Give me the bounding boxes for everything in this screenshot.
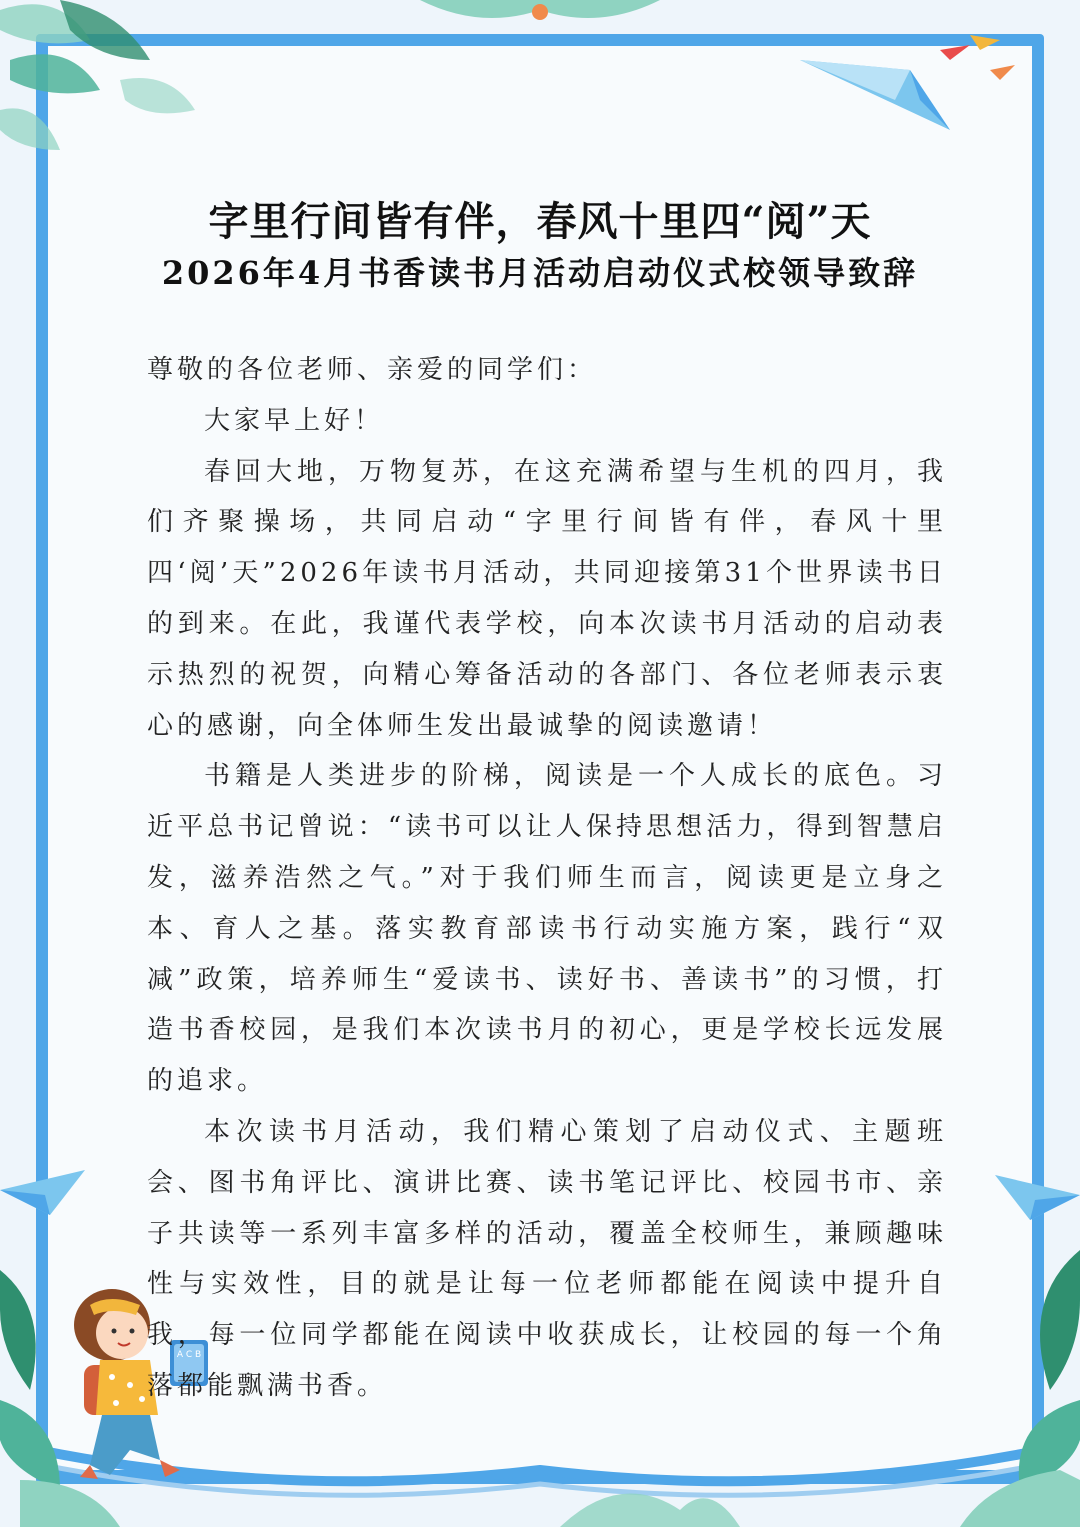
paragraph-activities: 本次读书月活动，我们精心策划了启动仪式、主题班会、图书角评比、演讲比赛、读书笔记评比、校园书市、亲子共读等一系列丰富多样的活动，覆盖全校师生，兼顾趣味性与实效性，目的就是让每一位老师都能在阅读中提升自我，每一位同学都能在阅读中收获成长，让校园的每一个角落都能飘满书香。 xyxy=(147,1116,947,1401)
leaf-top-icon xyxy=(420,0,660,28)
paragraph-greeting: 大家早上好！ xyxy=(204,405,385,436)
letter-body xyxy=(147,345,947,1412)
leaf-cluster-icon xyxy=(0,0,200,190)
salutation: 尊敬的各位老师、亲爱的同学们： xyxy=(147,355,598,385)
paper-plane-icon xyxy=(800,30,1030,150)
leaf-bottom-icon xyxy=(560,1470,740,1527)
page-title: 字里行间皆有伴，春风十里四“阅”天 xyxy=(208,198,872,245)
paper-plane-icon xyxy=(0,1160,90,1220)
page-subtitle: 2026年4月书香读书月活动启动仪式校领导致辞 xyxy=(161,254,919,292)
paragraph-opening: 春回大地，万物复苏，在这充满希望与生机的四月，我们齐聚操场，共同启动“字里行间皆有伴，春风十里四‘阅’天”2026年读书月活动，共同迎接第31个世界读书日的到来。在此，我谨代表学校，向本次读书月活动的启动表示热烈的祝贺，向精心筹备活动的各部门、各位老师表示衷心的感谢，向全体师生发出最诚挚的阅读邀请！ xyxy=(147,456,947,741)
leaf-cluster-icon xyxy=(950,1230,1080,1527)
book-letters: A C B xyxy=(176,1350,202,1360)
paragraph-meaning: 书籍是人类进步的阶梯，阅读是一个人成长的底色。习近平总书记曾说：“读书可以让人保持思想活力，得到智慧启发，滋养浩然之气。”对于我们师生而言，阅读更是立身之本、育人之基。落实教育部读书行动实施方案，践行“双减”政策，培养师生“爱读书、读好书、善读书”的习惯，打造书香校园，是我们本次读书月的初心，更是学校长远发展的追求。 xyxy=(147,761,947,1097)
paper-plane-icon xyxy=(995,1165,1080,1225)
